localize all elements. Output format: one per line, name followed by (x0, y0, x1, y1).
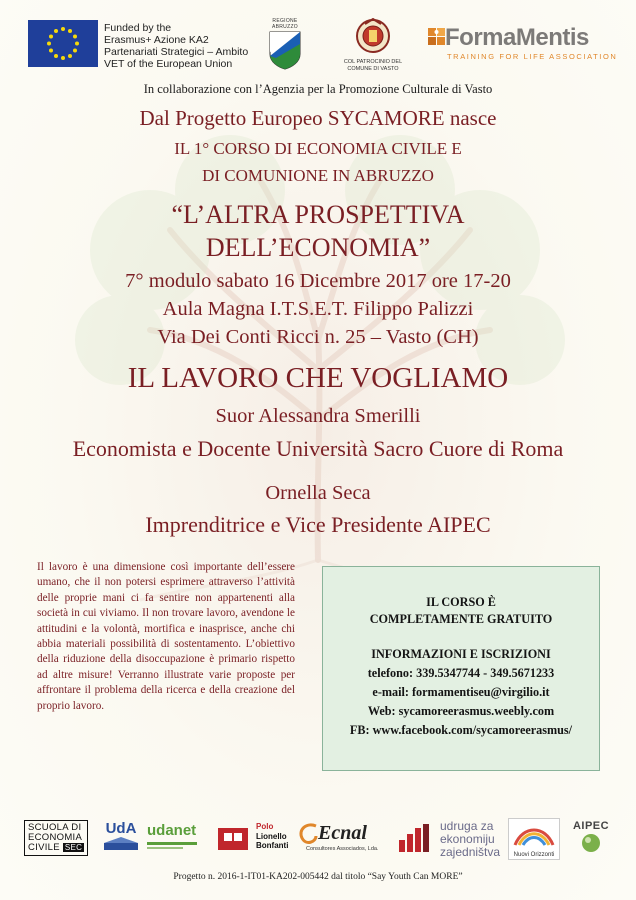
intro-line: Dal Progetto Europeo SYCAMORE nasce (139, 106, 497, 130)
nuovi-orizzonti-logo: Nuovi Orizzonti (508, 818, 560, 860)
formamentis-name: FormaMentis (445, 24, 589, 51)
website-line: Web: sycamoreerasmus.weebly.com (367, 704, 555, 718)
collaboration-line: In collaborazione con l’Agenzia per la Promozione Culturale di Vasto (143, 82, 493, 96)
info-title: INFORMAZIONI E ISCRIZIONI (371, 647, 551, 661)
speaker-1-name: Suor Alessandra Smerilli (215, 405, 421, 427)
email-line: e-mail: formamentiseu@virgilio.it (372, 685, 550, 699)
scuola-economia-civile-logo: SCUOLA DI ECONOMIA CIVILE SEC (24, 820, 88, 856)
polo-emblem-icon (216, 822, 250, 852)
uda-building-icon (102, 837, 140, 851)
course-line-1: IL 1° CORSO DI ECONOMIA CIVILE E (174, 139, 462, 158)
nuovi-orizzonti-rainbow-icon (509, 819, 559, 847)
info-box (322, 566, 600, 771)
udanet-logo: udanet (147, 822, 197, 849)
bar-chart-logo-icon (397, 824, 431, 852)
comune-vasto-logo: COL PATROCINIO DEL COMUNE DI VASTO (343, 18, 403, 73)
vasto-crest-icon (355, 18, 391, 56)
venue-line: Aula Magna I.T.S.E.T. Filippo Palizzi (162, 298, 474, 320)
udruga-logo: udruga za ekonomiju zajedništva (440, 819, 501, 859)
date-line: 7° modulo sabato 16 Dicembre 2017 ore 17-20 (125, 270, 511, 292)
ecnal-swirl-icon (298, 822, 320, 846)
partner-logos-row: SCUOLA DI ECONOMIA CIVILE SEC UdA udanet Polo Lionello Bonfanti Ecnal Consultores Associados, Lda. udruga za ekonomiju zajedništva Nuovi Orizzonti AIPEC (0, 818, 636, 864)
title-line-1: “L’ALTRA PROSPETTIVA (171, 200, 465, 229)
free-course-line-1: IL CORSO È (426, 595, 496, 609)
formamentis-tagline: TRAINING FOR LIFE ASSOCIATION (447, 52, 618, 61)
abruzzo-shield-icon (268, 30, 302, 70)
phone-line: telefono: 339.5347744 - 349.5671233 (367, 666, 555, 680)
regione-abruzzo-logo: REGIONE ABRUZZO (268, 18, 302, 72)
description-paragraph: Il lavoro è una dimensione così importante dell’essere umano, che il non potersi esprimere attraverso l’attività delle proprie mani ci fa sentire non appartenenti alla società in cui viviamo. Il non trovare lavoro, avendone le attitudini e la volontà, mortifica e inasprisce, anche chi abbia materiali possibilità di sostentamento. L’obiettivo della riduzione della disoccupazione è primario rispetto ad altre misure! Verranno illustrate varie proposte per affrontare il problema della ricerca e della creazione del proprio lavoro. (37, 561, 295, 712)
eu-funding-text: Funded by the Erasmus+ Azione KA2 Partenariati Strategici – Ambito VET of the European Union (104, 22, 249, 70)
speaker-1-role: Economista e Docente Università Sacro Cuore di Roma (72, 436, 564, 461)
course-line-2: DI COMUNIONE IN ABRUZZO (202, 166, 434, 185)
title-line-2: DELL’ECONOMIA” (205, 233, 431, 262)
address-line: Via Dei Conti Ricci n. 25 – Vasto (CH) (157, 326, 479, 348)
eu-flag-icon (28, 20, 98, 67)
uda-logo: UdA (102, 820, 140, 856)
free-course-line-2: COMPLETAMENTE GRATUITO (369, 612, 553, 626)
module-title: IL LAVORO CHE VOGLIAMO (127, 362, 509, 394)
facebook-line: FB: www.facebook.com/sycamoreerasmus/ (349, 723, 573, 737)
project-reference-line: Progetto n. 2016-1-IT01-KA202-005442 dal titolo “Say Youth Can MORE” (173, 872, 463, 882)
aipec-globe-icon (576, 832, 606, 854)
speaker-2-role: Imprenditrice e Vice Presidente AIPEC (145, 512, 491, 537)
aipec-logo: AIPEC (566, 820, 616, 859)
speaker-2-name: Ornella Seca (265, 482, 371, 504)
